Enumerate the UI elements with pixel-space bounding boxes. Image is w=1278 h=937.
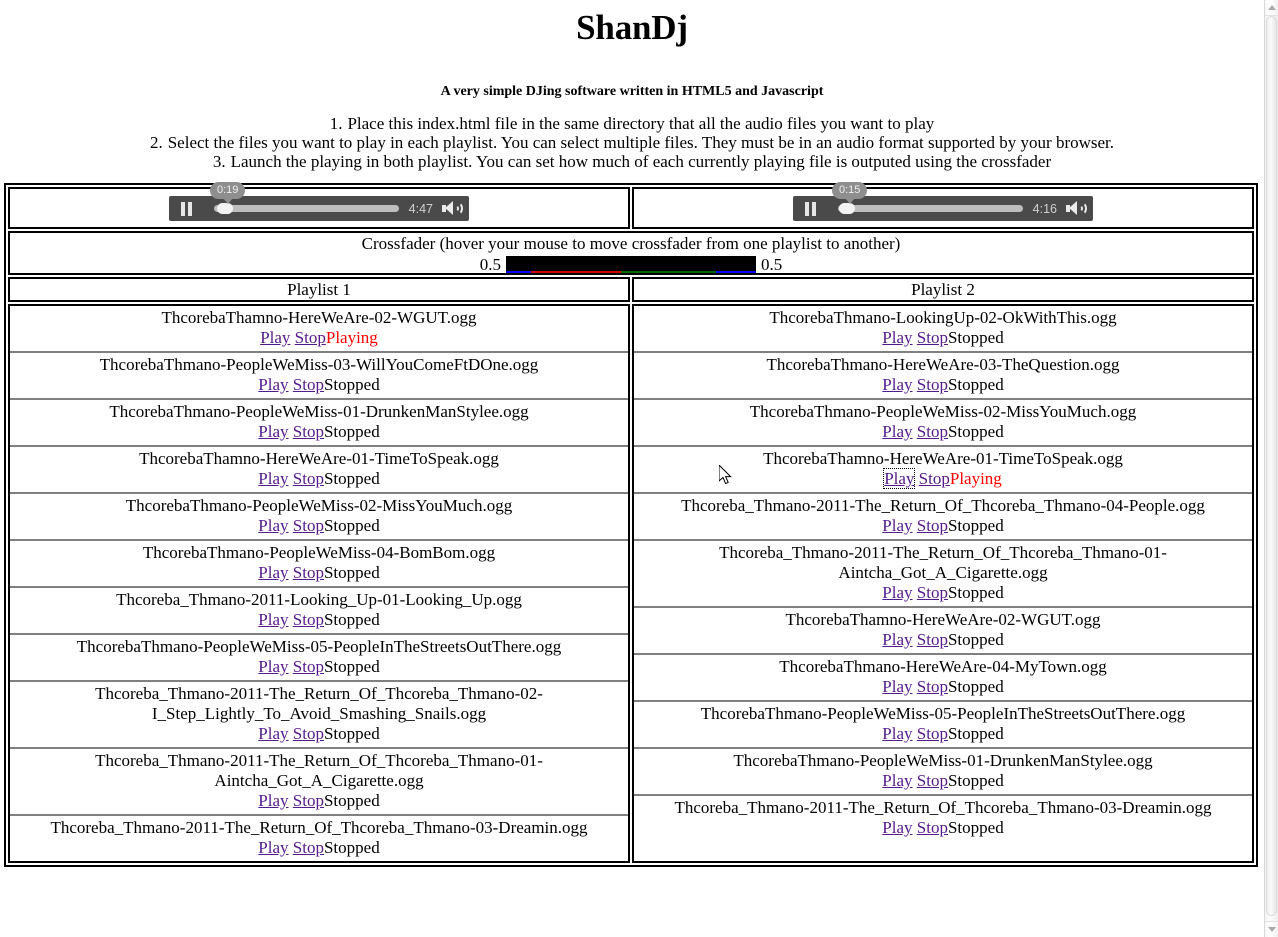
track-cell [634, 607, 1252, 654]
play-link[interactable]: Play [882, 630, 913, 650]
instruction-item-3 [0, 152, 1264, 171]
track-cell [634, 306, 1252, 352]
track-filename: Thcoreba_Thmano-2011-The_Return_Of_Thcoreba_Thmano-01-Aintcha_Got_A_Cigarette.ogg [95, 751, 543, 791]
pause-icon[interactable] [181, 202, 192, 216]
stop-link[interactable]: Stop [294, 328, 326, 348]
instruction-text: Launch the playing in both playlist. You can set how much of each currently playing file is outputed using the crossfader [230, 152, 1052, 172]
instructions-list [0, 114, 1264, 171]
playlist-2-header: Playlist 2 [632, 277, 1254, 302]
crossfader-row [8, 231, 1254, 275]
main-layout-table [4, 183, 1258, 867]
play-link[interactable]: Play [258, 563, 289, 583]
instruction-item-1 [0, 114, 1264, 133]
stop-link[interactable]: Stop [916, 818, 948, 838]
track-controls [14, 563, 624, 583]
track-cell [634, 540, 1252, 607]
instruction-item-2 [0, 133, 1264, 152]
play-link[interactable]: Play [882, 583, 913, 603]
stop-link[interactable]: Stop [292, 563, 324, 583]
play-link[interactable]: Play [882, 724, 913, 744]
track-cell [634, 654, 1252, 701]
track-row [10, 587, 628, 634]
track-status: Stopped [323, 657, 380, 677]
play-link[interactable]: Play [258, 469, 289, 489]
track-row [634, 446, 1252, 493]
track-filename: ThcorebaThamno-HereWeAre-02-WGUT.ogg [161, 308, 477, 328]
track-controls [14, 838, 624, 858]
track-cell [634, 493, 1252, 540]
stop-link[interactable]: Stop [292, 724, 324, 744]
play-link[interactable]: Play [884, 469, 915, 489]
stop-link[interactable]: Stop [916, 375, 948, 395]
track-row [10, 493, 628, 540]
track-cell [10, 540, 628, 587]
current-time-tooltip: 0:15 [832, 182, 867, 199]
playlist-2-cell [632, 304, 1254, 863]
pause-icon[interactable] [805, 202, 816, 216]
crossfader-right-value: 0.5 [761, 255, 783, 275]
track-filename: Thcoreba_Thmano-2011-The_Return_Of_Thcoreba_Thmano-03-Dreamin.ogg [674, 798, 1212, 818]
track-cell [10, 446, 628, 493]
track-controls [14, 422, 624, 442]
stop-link[interactable]: Stop [916, 677, 948, 697]
page-scrollbar[interactable] [1264, 0, 1278, 937]
crossfader-control[interactable] [10, 256, 1252, 273]
play-link[interactable]: Play [882, 677, 913, 697]
play-link[interactable]: Play [882, 818, 913, 838]
seek-track [214, 205, 399, 212]
track-filename: Thcoreba_Thmano-2011-The_Return_Of_Thcoreba_Thmano-02-I_Step_Lightly_To_Avoid_Smashing_Snails.ogg [95, 684, 543, 724]
seek-thumb[interactable] [217, 203, 233, 214]
track-filename: ThcorebaThmano-HereWeAre-04-MyTown.ogg [779, 657, 1107, 677]
track-cell [10, 587, 628, 634]
track-filename: ThcorebaThmano-PeopleWeMiss-05-PeopleInTheStreetsOutThere.ogg [76, 637, 562, 657]
crossfader-segment-2 [531, 271, 621, 273]
track-row [10, 446, 628, 493]
track-cell [634, 795, 1252, 841]
playlist-headers-row [8, 277, 1254, 302]
track-controls [638, 516, 1248, 536]
track-row [634, 540, 1252, 607]
play-link[interactable]: Play [258, 724, 289, 744]
players-row [8, 187, 1254, 229]
scrollbar-down-button[interactable] [1265, 921, 1278, 937]
track-controls [638, 328, 1248, 348]
stop-link[interactable]: Stop [916, 771, 948, 791]
crossfader-left-value: 0.5 [479, 255, 501, 275]
track-status: Stopped [947, 328, 1004, 348]
track-status: Stopped [947, 422, 1004, 442]
track-cell [10, 681, 628, 748]
track-filename: ThcorebaThmano-PeopleWeMiss-02-MissYouMuch.ogg [125, 496, 513, 516]
track-controls [14, 469, 624, 489]
player-2-cell [632, 184, 1254, 229]
track-controls [14, 375, 624, 395]
track-cell [634, 701, 1252, 748]
track-status: Stopped [947, 771, 1004, 791]
track-cell [634, 399, 1252, 446]
track-row [10, 352, 628, 399]
track-row [634, 352, 1252, 399]
track-row [10, 681, 628, 748]
stop-link[interactable]: Stop [292, 375, 324, 395]
crossfader-label: Crossfader (hover your mouse to move crossfader from one playlist to another) [361, 234, 901, 254]
seek-thumb[interactable] [839, 203, 855, 214]
volume-high-icon[interactable] [442, 201, 461, 216]
track-filename: ThcorebaThmano-LookingUp-02-OkWithThis.ogg [769, 308, 1117, 328]
track-filename: Thcoreba_Thmano-2011-The_Return_Of_Thcoreba_Thmano-04-People.ogg [681, 496, 1205, 516]
track-row [10, 815, 628, 861]
play-link[interactable]: Play [882, 328, 913, 348]
track-filename: ThcorebaThamno-HereWeAre-01-TimeToSpeak.ogg [763, 449, 1123, 469]
stop-link[interactable]: Stop [292, 838, 324, 858]
duration-label-1: 4:47 [408, 201, 433, 216]
crossfader-segment-1 [506, 271, 531, 273]
chevron-down-icon [1268, 927, 1276, 932]
track-filename: ThcorebaThmano-PeopleWeMiss-05-PeopleInTheStreetsOutThere.ogg [700, 704, 1186, 724]
track-status: Stopped [323, 610, 380, 630]
track-controls [14, 657, 624, 677]
stop-link[interactable]: Stop [292, 791, 324, 811]
stop-link[interactable]: Stop [916, 516, 948, 536]
track-cell [634, 446, 1252, 493]
crossfader-bar[interactable] [506, 256, 756, 273]
track-status: Stopped [947, 583, 1004, 603]
track-row [10, 634, 628, 681]
track-row [634, 748, 1252, 795]
stop-link[interactable]: Stop [292, 657, 324, 677]
track-filename: ThcorebaThmano-PeopleWeMiss-01-DrunkenManStylee.ogg [733, 751, 1153, 771]
track-status: Stopped [323, 516, 380, 536]
volume-high-icon[interactable] [1066, 201, 1085, 216]
audio-player-2[interactable] [793, 184, 1093, 221]
stop-link[interactable]: Stop [916, 328, 948, 348]
track-filename: Thcoreba_Thmano-2011-The_Return_Of_Thcoreba_Thmano-03-Dreamin.ogg [50, 818, 588, 838]
stop-link[interactable]: Stop [916, 422, 948, 442]
instruction-number: 3. [212, 152, 226, 172]
track-controls [638, 677, 1248, 697]
track-row [634, 701, 1252, 748]
crossfader-segment-4 [716, 271, 756, 273]
track-controls [14, 791, 624, 811]
track-filename: ThcorebaThamno-HereWeAre-02-WGUT.ogg [785, 610, 1101, 630]
track-filename: ThcorebaThmano-HereWeAre-03-TheQuestion.ogg [766, 355, 1120, 375]
instruction-number: 2. [149, 133, 163, 153]
track-row [634, 795, 1252, 841]
track-cell [10, 634, 628, 681]
track-cell [10, 399, 628, 446]
track-filename: ThcorebaThamno-HereWeAre-01-TimeToSpeak.ogg [139, 449, 499, 469]
stop-link[interactable]: Stop [292, 422, 324, 442]
track-filename: ThcorebaThmano-PeopleWeMiss-03-WillYouComeFtDOne.ogg [99, 355, 539, 375]
play-link[interactable]: Play [258, 610, 289, 630]
current-time-tooltip: 0:19 [210, 182, 245, 199]
stop-link[interactable]: Stop [292, 516, 324, 536]
play-link[interactable]: Play [882, 422, 913, 442]
playlists-row [8, 304, 1254, 863]
track-row [10, 399, 628, 446]
track-controls [638, 375, 1248, 395]
track-controls [638, 583, 1248, 603]
play-link[interactable]: Play [882, 516, 913, 536]
track-status: Stopped [323, 469, 380, 489]
track-row [634, 493, 1252, 540]
track-cell [634, 352, 1252, 399]
seek-slider-1[interactable] [202, 184, 399, 213]
stop-link[interactable]: Stop [292, 610, 324, 630]
instruction-text: Select the files you want to play in each playlist. You can select multiple files. They must be in an audio format supported by your browser. [167, 133, 1115, 153]
track-row [10, 748, 628, 815]
audio-player-1[interactable] [169, 184, 469, 221]
play-link[interactable]: Play [258, 516, 289, 536]
track-row [634, 607, 1252, 654]
track-cell [10, 815, 628, 861]
track-status: Stopped [947, 516, 1004, 536]
track-status: Stopped [947, 818, 1004, 838]
page-subtitle: A very simple DJing software written in HTML5 and Javascript [440, 84, 824, 100]
track-status: Playing [325, 328, 378, 348]
seek-slider-2[interactable] [826, 184, 1023, 213]
play-link[interactable]: Play [882, 771, 913, 791]
track-cell [10, 352, 628, 399]
duration-label-2: 4:16 [1032, 201, 1057, 216]
scrollbar-thumb[interactable] [1266, 16, 1277, 916]
track-status: Stopped [947, 630, 1004, 650]
track-status: Stopped [323, 563, 380, 583]
track-status: Playing [949, 469, 1002, 489]
track-status: Stopped [323, 422, 380, 442]
playlist-2-table [634, 306, 1252, 841]
instruction-number: 1. [329, 114, 343, 134]
playlist-1-header: Playlist 1 [8, 277, 630, 302]
crossfader-cell [8, 231, 1254, 275]
track-filename: Thcoreba_Thmano-2011-Looking_Up-01-Looking_Up.ogg [116, 590, 522, 610]
seek-track [838, 205, 1023, 212]
track-controls [14, 328, 624, 348]
track-row [10, 540, 628, 587]
play-link[interactable]: Play [260, 328, 291, 348]
scrollbar-up-button[interactable] [1265, 0, 1278, 16]
stop-link[interactable]: Stop [916, 630, 948, 650]
chevron-up-icon [1268, 5, 1276, 10]
playlist-1-cell [8, 304, 630, 863]
track-status: Stopped [323, 838, 380, 858]
track-status: Stopped [323, 375, 380, 395]
track-status: Stopped [947, 677, 1004, 697]
track-controls [14, 724, 624, 744]
track-status: Stopped [947, 375, 1004, 395]
page-title: ShanDj [576, 8, 688, 47]
track-controls [638, 469, 1248, 489]
play-link[interactable]: Play [882, 375, 913, 395]
play-link[interactable]: Play [258, 838, 289, 858]
stop-link[interactable]: Stop [292, 469, 324, 489]
track-cell [10, 748, 628, 815]
play-link[interactable]: Play [258, 422, 289, 442]
track-cell [10, 306, 628, 352]
track-filename: ThcorebaThmano-PeopleWeMiss-01-DrunkenManStylee.ogg [109, 402, 529, 422]
play-link[interactable]: Play [258, 791, 289, 811]
playlist-1-table [10, 306, 628, 861]
stop-link[interactable]: Stop [916, 583, 948, 603]
track-controls [14, 610, 624, 630]
track-controls [638, 818, 1248, 838]
track-filename: Thcoreba_Thmano-2011-The_Return_Of_Thcoreba_Thmano-01-Aintcha_Got_A_Cigarette.ogg [719, 543, 1167, 583]
track-cell [10, 493, 628, 540]
play-link[interactable]: Play [258, 375, 289, 395]
track-status: Stopped [323, 791, 380, 811]
track-status: Stopped [323, 724, 380, 744]
track-row [634, 399, 1252, 446]
crossfader-segment-3 [621, 271, 716, 273]
track-controls [638, 422, 1248, 442]
track-row [634, 654, 1252, 701]
track-controls [638, 630, 1248, 650]
track-filename: ThcorebaThmano-PeopleWeMiss-04-BomBom.ogg [142, 543, 496, 563]
track-cell [634, 748, 1252, 795]
play-link[interactable]: Play [258, 657, 289, 677]
track-controls [638, 724, 1248, 744]
track-controls [14, 516, 624, 536]
stop-link[interactable]: Stop [916, 724, 948, 744]
track-row [10, 306, 628, 352]
player-1-cell [8, 184, 630, 229]
track-status: Stopped [947, 724, 1004, 744]
track-row [634, 306, 1252, 352]
track-controls [638, 771, 1248, 791]
instruction-text: Place this index.html file in the same directory that all the audio files you want to play [347, 114, 935, 134]
stop-link[interactable]: Stop [918, 469, 950, 489]
track-filename: ThcorebaThmano-PeopleWeMiss-02-MissYouMuch.ogg [749, 402, 1137, 422]
